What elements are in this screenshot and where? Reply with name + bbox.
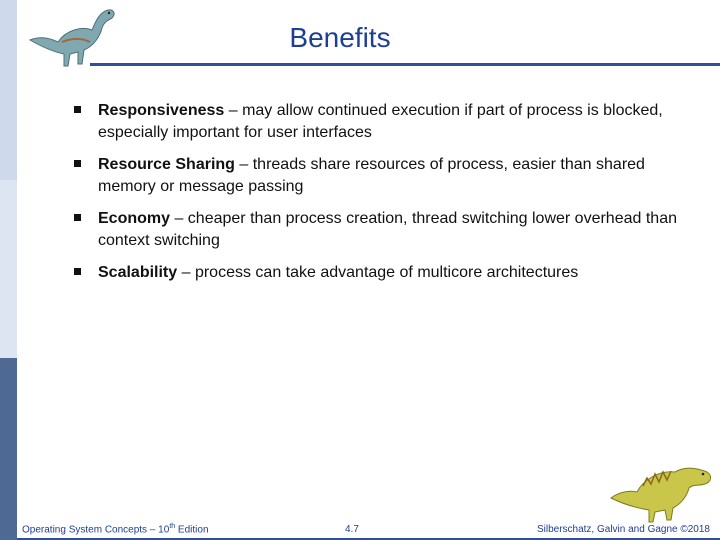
bullet-responsiveness <box>72 100 692 144</box>
title-underline <box>90 63 720 66</box>
bullet-square-icon <box>74 214 81 221</box>
slide-title: Benefits <box>289 22 391 53</box>
bullet-term: Scalability <box>98 264 178 281</box>
footer-authors: Silberschatz, Galvin and Gagne ©2018 <box>536 524 710 535</box>
bullet-text: – may allow continued execution if part of process is blocked, especially important for user interfaces <box>98 102 663 141</box>
footer-course-prefix: Operating System Concepts – 10 <box>22 524 170 535</box>
footer-course-suffix: Edition <box>175 524 209 535</box>
bullet-list <box>72 100 692 294</box>
bullet-term: Economy <box>98 210 171 227</box>
bullet-text: – cheaper than process creation, thread switching lower overhead than context switching <box>98 210 677 249</box>
bullet-term: Responsiveness <box>98 102 225 119</box>
left-band-top <box>0 0 17 180</box>
bullet-scalability <box>72 262 692 284</box>
bullet-square-icon <box>74 160 81 167</box>
footer-course-superscript: th <box>169 522 176 530</box>
bullet-text: – threads share resources of process, easier than shared memory or message passing <box>98 156 645 195</box>
bullet-text: – process can take advantage of multicore architectures <box>177 264 579 281</box>
dinosaur-bottom-icon <box>607 462 715 524</box>
bullet-economy <box>72 208 692 252</box>
bullet-square-icon <box>74 106 81 113</box>
bullet-resource-sharing <box>72 154 692 198</box>
footer-course-title <box>22 523 209 535</box>
left-band-bottom <box>0 358 17 540</box>
bullet-square-icon <box>74 268 81 275</box>
left-band-middle <box>0 180 17 358</box>
bullet-term: Resource Sharing <box>98 156 235 173</box>
page-number: 4.7 <box>345 524 359 535</box>
